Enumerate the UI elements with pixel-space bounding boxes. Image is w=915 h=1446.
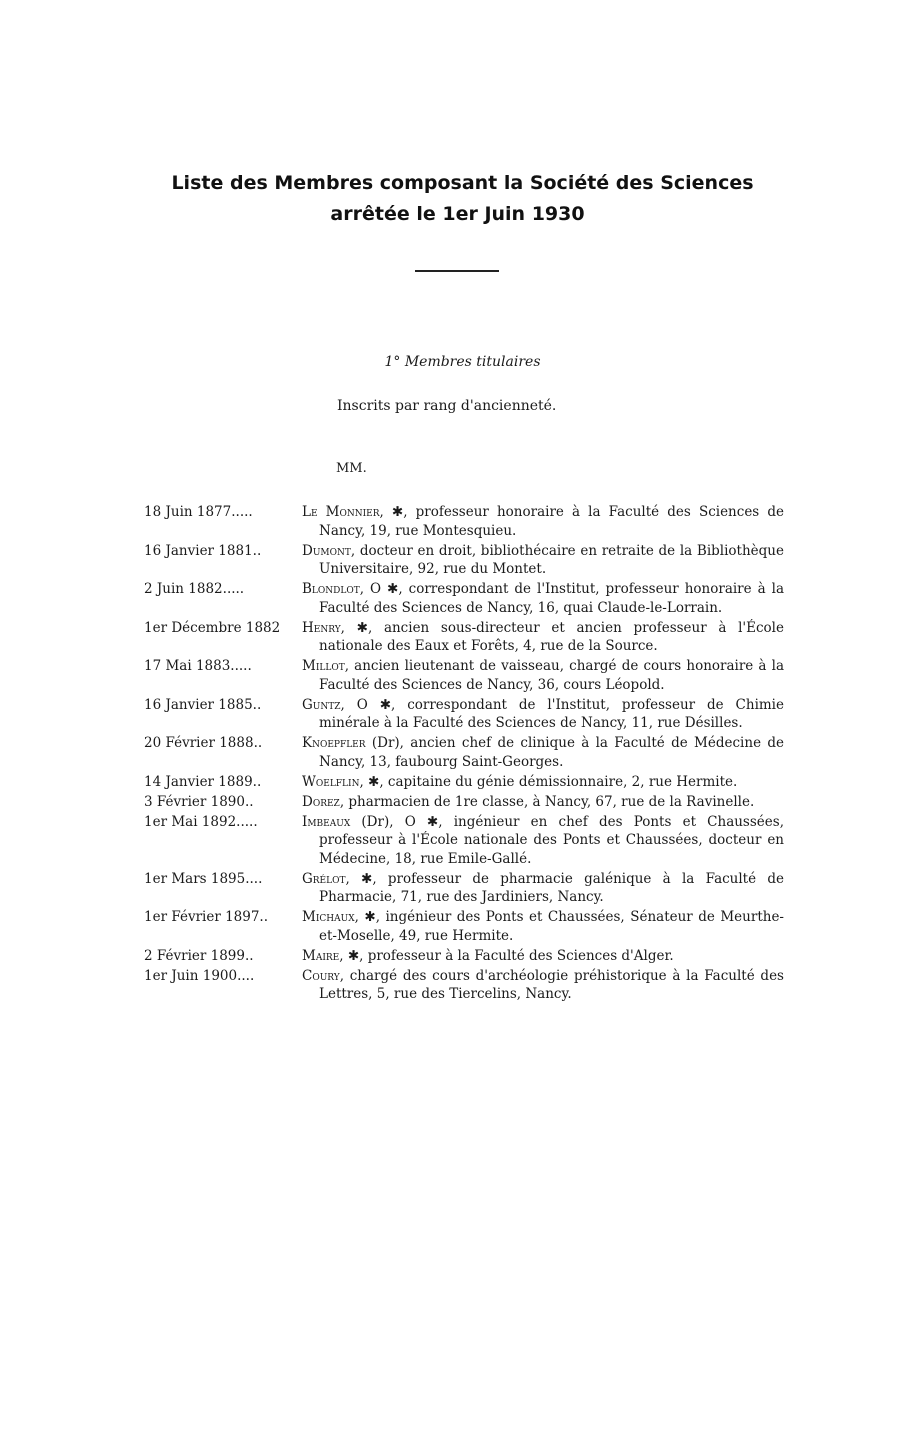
member-name: Knoepfler <box>302 735 366 751</box>
member-name: Le Monnier <box>302 504 380 520</box>
member-description <box>302 908 784 945</box>
member-details: , ✱, ancien sous-directeur et ancien professeur à l'École nationale des Eaux et Forêts, 4, rue de la Source. <box>319 619 784 654</box>
member-entry <box>144 657 784 694</box>
member-name: Woelflin <box>302 773 360 790</box>
member-name: Blondlot <box>302 581 360 597</box>
page-title: Liste des Membres composant la Société des Sciences <box>171 172 754 194</box>
member-name: Dorez <box>302 793 340 810</box>
member-date: 1er Mai 1892..... <box>144 813 258 830</box>
member-entry <box>144 773 784 792</box>
member-date: 2 Février 1899.. <box>144 947 254 964</box>
member-date: 18 Juin 1877..... <box>144 504 253 520</box>
member-date: 1er Février 1897.. <box>144 909 269 925</box>
member-name: Guntz <box>302 696 341 713</box>
member-date: 14 Janvier 1889.. <box>144 773 262 790</box>
member-description <box>302 967 784 1004</box>
member-details: , ✱, professeur de pharmacie galénique à la Faculté de Pharmacie, 71, rue des Jardiniers, Nancy. <box>319 870 784 905</box>
member-description <box>302 580 784 617</box>
member-details: , ✱, professeur à la Faculté des Sciences d'Alger. <box>339 947 674 964</box>
member-details: , ✱, ingénieur des Ponts et Chaussées, Sénateur de Meurthe-et-Moselle, 49, rue Hermite. <box>319 909 784 944</box>
page-subtitle: arrêtée le 1er Juin 1930 <box>330 203 585 225</box>
member-details: (Dr), ancien chef de clinique à la Faculté de Médecine de Nancy, 13, faubourg Saint-Georges. <box>319 735 784 770</box>
member-entry <box>144 793 784 812</box>
member-entry <box>144 947 784 966</box>
member-description <box>302 542 784 579</box>
member-name: Millot <box>302 658 345 674</box>
member-description <box>302 793 784 812</box>
member-details: , pharmacien de 1re classe, à Nancy, 67, rue de la Ravinelle. <box>339 793 755 810</box>
member-description <box>302 696 784 733</box>
member-name: Maire <box>302 947 340 964</box>
member-description <box>302 734 784 771</box>
member-description <box>302 657 784 694</box>
member-name: Henry <box>302 619 341 636</box>
salutation: MM. <box>336 461 367 476</box>
member-description <box>302 503 784 540</box>
member-date: 2 Juin 1882..... <box>144 581 245 597</box>
member-date: 20 Février 1888.. <box>144 735 263 751</box>
member-description <box>302 619 784 656</box>
member-details: , ✱, professeur honoraire à la Faculté des Sciences de Nancy, 19, rue Montesquieu. <box>319 504 784 539</box>
member-entry <box>144 503 784 540</box>
member-entry <box>144 908 784 945</box>
member-name: Coury <box>302 967 340 984</box>
member-name: Imbeaux <box>302 813 351 830</box>
member-name: Michaux <box>302 909 355 925</box>
member-list <box>144 503 784 1005</box>
member-description <box>302 773 784 792</box>
member-date: 1er Décembre 1882 <box>144 619 281 636</box>
member-details: , O ✱, correspondant de l'Institut, professeur de Chimie minérale à la Faculté des Sciences de Nancy, 11, rue Désilles. <box>319 696 784 731</box>
member-description <box>302 813 784 869</box>
member-description <box>302 870 784 907</box>
member-date: 16 Janvier 1881.. <box>144 542 262 559</box>
member-details: (Dr), O ✱, ingénieur en chef des Ponts et Chaussées, professeur à l'École nationale des Ponts et Chaussées, docteur en Médecine, 18, rue Emile-Gallé. <box>319 813 784 867</box>
member-date: 1er Juin 1900.... <box>144 967 255 984</box>
member-details: , ancien lieutenant de vaisseau, chargé de cours honoraire à la Faculté des Sciences de Nancy, 36, cours Léopold. <box>319 658 784 693</box>
member-details: , chargé des cours d'archéologie préhistorique à la Faculté des Lettres, 5, rue des Tiercelins, Nancy. <box>319 967 784 1002</box>
section-heading: 1° Membres titulaires <box>384 354 541 370</box>
member-name: Dumont <box>302 542 351 559</box>
member-details: , O ✱, correspondant de l'Institut, professeur honoraire à la Faculté des Sciences de Nancy, 16, quai Claude-le-Lorrain. <box>319 581 784 616</box>
member-name: Grélot <box>302 870 346 887</box>
member-date: 17 Mai 1883..... <box>144 658 252 674</box>
section-subheading: Inscrits par rang d'ancienneté. <box>337 398 557 414</box>
title-divider <box>415 270 499 272</box>
member-description <box>302 947 784 966</box>
member-date: 16 Janvier 1885.. <box>144 696 262 713</box>
member-entry <box>144 870 784 907</box>
member-details: , ✱, capitaine du génie démissionnaire, 2, rue Hermite. <box>359 773 738 790</box>
member-date: 3 Février 1890.. <box>144 793 254 810</box>
member-entry <box>144 813 784 869</box>
member-entry <box>144 580 784 617</box>
member-entry <box>144 542 784 579</box>
member-details: , docteur en droit, bibliothécaire en retraite de la Bibliothèque Universitaire, 92, rue du Montet. <box>319 542 784 577</box>
member-entry <box>144 734 784 771</box>
member-date: 1er Mars 1895.... <box>144 870 263 887</box>
member-entry <box>144 619 784 656</box>
member-entry <box>144 696 784 733</box>
member-entry <box>144 967 784 1004</box>
